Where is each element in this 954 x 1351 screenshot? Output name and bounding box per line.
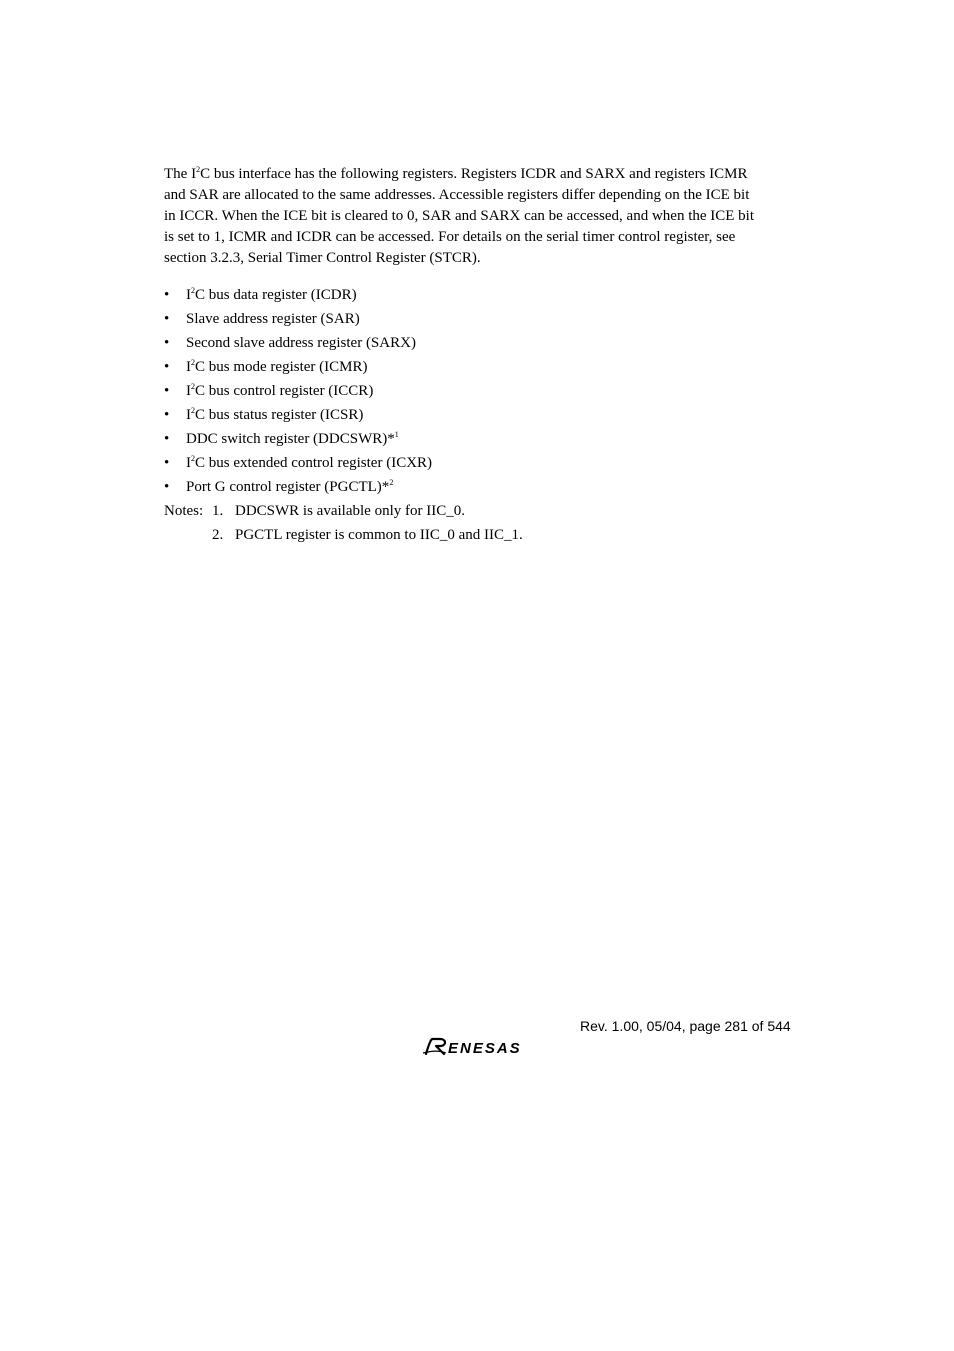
svg-text:ENESAS: ENESAS bbox=[448, 1040, 522, 1057]
intro-line-4: is set to 1, ICMR and ICDR can be accessed. For details on the serial timer control register, see bbox=[164, 229, 736, 245]
note-reference: 1 bbox=[394, 430, 399, 439]
note-item bbox=[164, 499, 804, 523]
register-list-item: • DDC switch register (DDCSWR)*$^1$ bbox=[164, 427, 804, 451]
intro-line-5: section 3.2.3, Serial Timer Control Register (STCR). bbox=[164, 250, 481, 266]
register-list-item: • $I^2C$ bus data register (ICDR) bbox=[164, 283, 804, 307]
note-text: PGCTL register is common to IIC_0 and IIC_1. bbox=[235, 527, 523, 543]
note-text: DDCSWR is available only for IIC_0. bbox=[235, 503, 465, 519]
note-number: 2. bbox=[212, 527, 224, 543]
register-list bbox=[164, 283, 804, 499]
bullet-icon: • bbox=[164, 383, 170, 399]
note-reference: 2 bbox=[389, 478, 394, 487]
register-list-item: • Port G control register (PGCTL)*$^2$ bbox=[164, 475, 804, 499]
intro-line-3: in ICCR. When the ICE bit is cleared to 0, SAR and SARX can be accessed, and when the ICE bit bbox=[164, 208, 755, 224]
register-list-item: • $I^2C$ bus extended control register (ICXR) bbox=[164, 451, 804, 475]
register-list-item: • Slave address register (SAR) bbox=[164, 307, 804, 331]
bullet-icon: • bbox=[164, 335, 170, 351]
renesas-logo bbox=[422, 1035, 542, 1057]
register-list-item: • $I^2C$ bus mode register (ICMR) bbox=[164, 355, 804, 379]
bullet-icon: • bbox=[164, 311, 170, 327]
intro-paragraph bbox=[164, 164, 804, 269]
page-footer-revision: Rev. 1.00, 05/04, page 281 of 544 bbox=[580, 1018, 791, 1034]
notes-section bbox=[164, 499, 804, 547]
note-number: 1. bbox=[212, 503, 224, 519]
bullet-icon: • bbox=[164, 407, 170, 423]
register-list-item: • Second slave address register (SARX) bbox=[164, 331, 804, 355]
bullet-icon: • bbox=[164, 359, 170, 375]
note-item bbox=[164, 523, 804, 547]
register-list-item: • $I^2C$ bus status register (ICSR) bbox=[164, 403, 804, 427]
bullet-icon: • bbox=[164, 479, 170, 495]
bullet-icon: • bbox=[164, 287, 170, 303]
intro-line-1: The $I^2C$ bus interface has the following registers. Registers ICDR and SARX and registers ICMR bbox=[164, 165, 748, 182]
bullet-icon: • bbox=[164, 431, 170, 447]
intro-line-2: and SAR are allocated to the same addresses. Accessible registers differ depending on the ICE bit bbox=[164, 187, 750, 203]
bullet-icon: • bbox=[164, 455, 170, 471]
page-content bbox=[164, 164, 804, 547]
notes-heading: Notes: bbox=[164, 503, 204, 519]
register-list-item: • $I^2C$ bus control register (ICCR) bbox=[164, 379, 804, 403]
